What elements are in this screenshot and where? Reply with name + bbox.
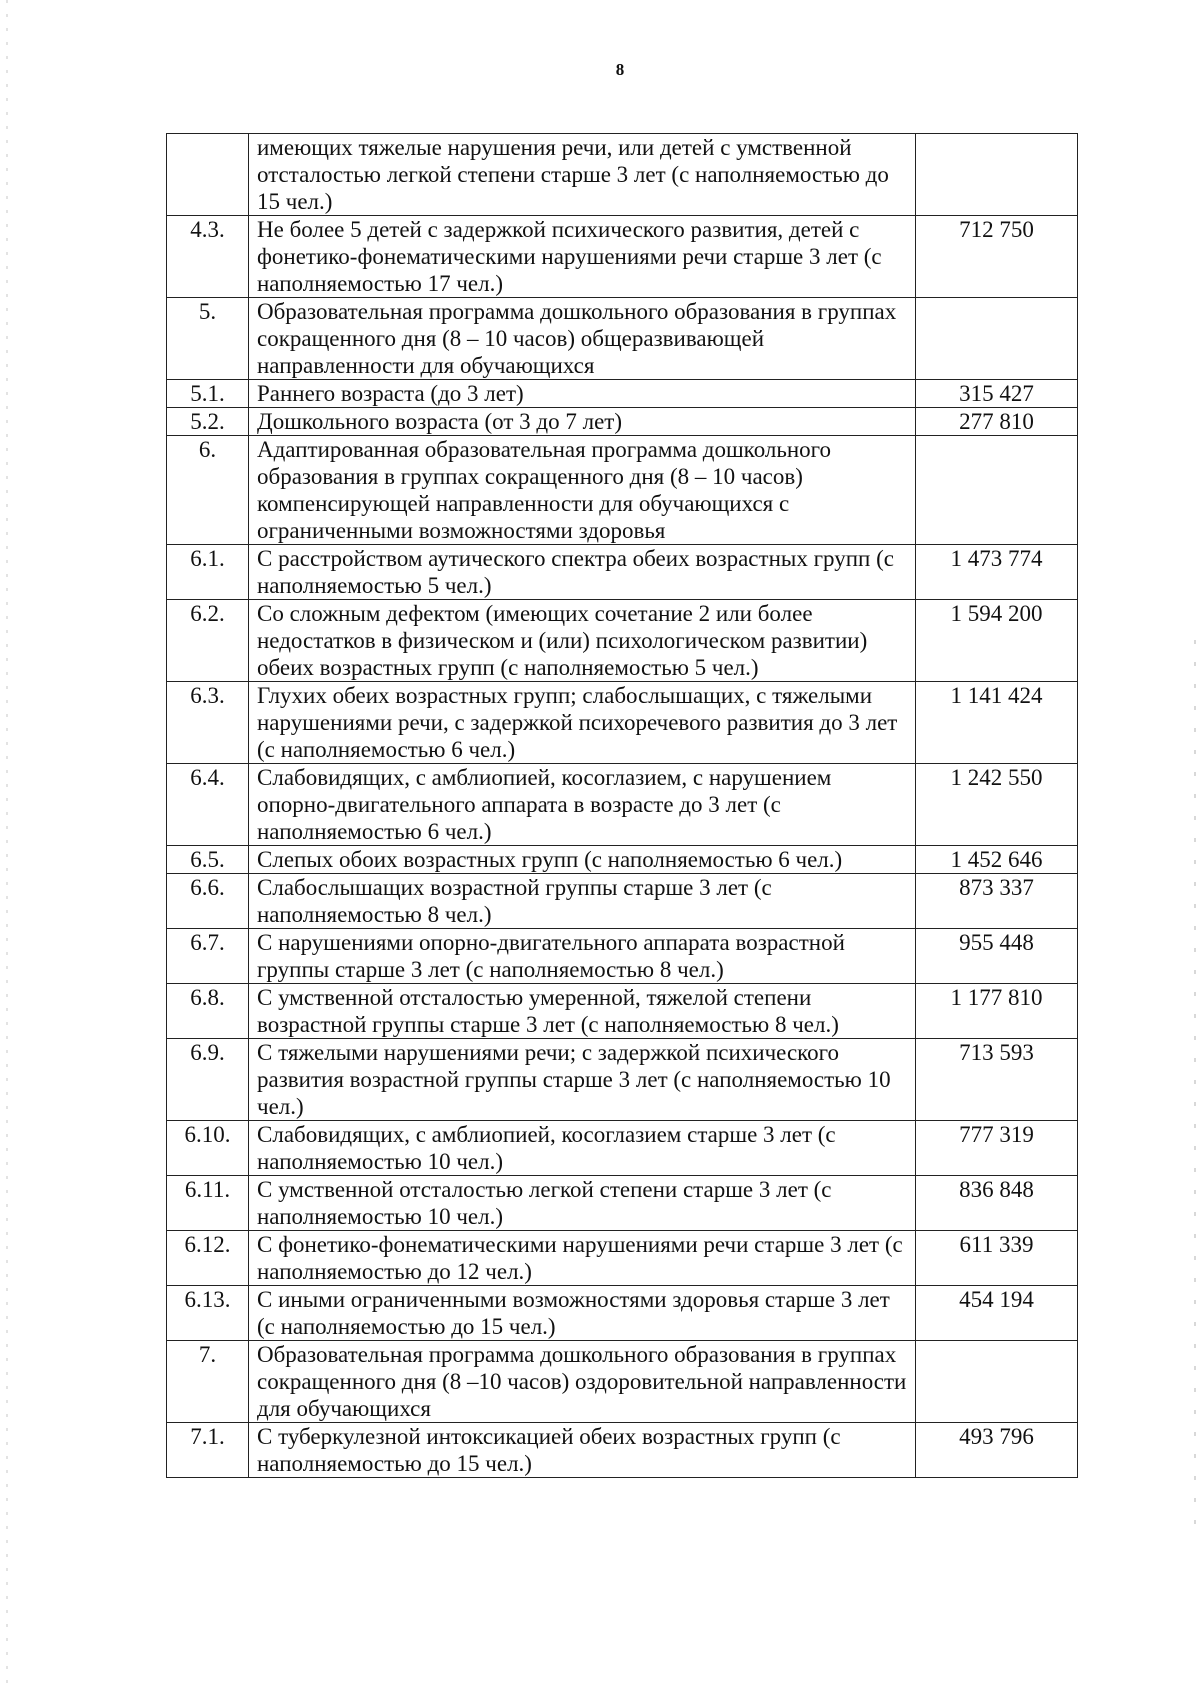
- row-value: 315 427: [916, 380, 1078, 408]
- row-description: С иными ограниченными возможностями здоровья старше 3 лет (с наполняемостью до 15 чел.): [249, 1286, 916, 1341]
- row-value: 1 473 774: [916, 545, 1078, 600]
- row-value: 777 319: [916, 1121, 1078, 1176]
- table-row: [167, 984, 1078, 1039]
- row-description: Слабовидящих, с амблиопией, косоглазием старше 3 лет (с наполняемостью 10 чел.): [249, 1121, 916, 1176]
- row-description: С расстройством аутического спектра обеих возрастных групп (с наполняемостью 5 чел.): [249, 545, 916, 600]
- table-row: [167, 600, 1078, 682]
- scan-edge-artifact-right: [1194, 640, 1196, 1540]
- row-description: С тяжелыми нарушениями речи; с задержкой психического развития возрастной группы старше 3 лет (с наполняемостью 10 чел.): [249, 1039, 916, 1121]
- table-row: [167, 1341, 1078, 1423]
- row-value: 955 448: [916, 929, 1078, 984]
- table-row: [167, 682, 1078, 764]
- row-description: Слабослышащих возрастной группы старше 3 лет (с наполняемостью 8 чел.): [249, 874, 916, 929]
- table-row: [167, 298, 1078, 380]
- row-number: 6.3.: [167, 682, 249, 764]
- row-number: [167, 134, 249, 216]
- row-number: 6.10.: [167, 1121, 249, 1176]
- table-row: [167, 1286, 1078, 1341]
- row-number: 5.: [167, 298, 249, 380]
- row-value: 1 242 550: [916, 764, 1078, 846]
- row-description: Глухих обеих возрастных групп; слабослышащих, с тяжелыми нарушениями речи, с задержкой психоречевого развития до 3 лет (с наполняемостью 6 чел.): [249, 682, 916, 764]
- row-value: 1 452 646: [916, 846, 1078, 874]
- scan-edge-artifact: [6, 0, 8, 1686]
- row-value: 836 848: [916, 1176, 1078, 1231]
- row-description: Слабовидящих, с амблиопией, косоглазием, с нарушением опорно-двигательного аппарата в возрасте до 3 лет (с наполняемостью 6 чел.): [249, 764, 916, 846]
- page-number: 8: [615, 60, 625, 79]
- row-number: 6.2.: [167, 600, 249, 682]
- row-description: имеющих тяжелые нарушения речи, или детей с умственной отсталостью легкой степени старше 3 лет (с наполняемостью до 15 чел.): [249, 134, 916, 216]
- tariff-table: [166, 133, 1078, 1478]
- row-number: 6.9.: [167, 1039, 249, 1121]
- row-value: 1 141 424: [916, 682, 1078, 764]
- row-description: С умственной отсталостью умеренной, тяжелой степени возрастной группы старше 3 лет (с наполняемостью 8 чел.): [249, 984, 916, 1039]
- row-description: С нарушениями опорно-двигательного аппарата возрастной группы старше 3 лет (с наполняемостью 8 чел.): [249, 929, 916, 984]
- row-value: 611 339: [916, 1231, 1078, 1286]
- row-number: 6.6.: [167, 874, 249, 929]
- table-row: [167, 134, 1078, 216]
- row-description: Со сложным дефектом (имеющих сочетание 2 или более недостатков в физическом и (или) психологическом развитии) обеих возрастных групп (с наполняемостью 5 чел.): [249, 600, 916, 682]
- row-number: 6.11.: [167, 1176, 249, 1231]
- row-number: 6.13.: [167, 1286, 249, 1341]
- row-number: 6.4.: [167, 764, 249, 846]
- row-number: 5.2.: [167, 408, 249, 436]
- table-row: [167, 764, 1078, 846]
- row-description: Слепых обоих возрастных групп (с наполняемостью 6 чел.): [249, 846, 916, 874]
- row-value: 1 177 810: [916, 984, 1078, 1039]
- table-body: [167, 134, 1078, 1478]
- row-value: 277 810: [916, 408, 1078, 436]
- table-row: [167, 1121, 1078, 1176]
- row-description: С фонетико-фонематическими нарушениями речи старше 3 лет (с наполняемостью до 12 чел.): [249, 1231, 916, 1286]
- row-value: [916, 134, 1078, 216]
- table-row: [167, 1039, 1078, 1121]
- row-number: 6.1.: [167, 545, 249, 600]
- row-number: 6.5.: [167, 846, 249, 874]
- row-value: 873 337: [916, 874, 1078, 929]
- table-row: [167, 1176, 1078, 1231]
- row-value: 1 594 200: [916, 600, 1078, 682]
- row-number: 7.: [167, 1341, 249, 1423]
- row-value: [916, 298, 1078, 380]
- table-row: [167, 408, 1078, 436]
- table-row: [167, 380, 1078, 408]
- row-description: Образовательная программа дошкольного образования в группах сокращенного дня (8 – 10 часов) общеразвивающей направленности для обучающихся: [249, 298, 916, 380]
- row-description: Адаптированная образовательная программа дошкольного образования в группах сокращенного дня (8 – 10 часов) компенсирующей направленности для обучающихся с ограниченными возможностями здоровья: [249, 436, 916, 545]
- row-description: Дошкольного возраста (от 3 до 7 лет): [249, 408, 916, 436]
- table-row: [167, 216, 1078, 298]
- row-description: С туберкулезной интоксикацией обеих возрастных групп (с наполняемостью до 15 чел.): [249, 1423, 916, 1478]
- table-row: [167, 929, 1078, 984]
- table-row: [167, 1423, 1078, 1478]
- row-description: Образовательная программа дошкольного образования в группах сокращенного дня (8 –10 часов) оздоровительной направленности для обучающихся: [249, 1341, 916, 1423]
- row-number: 4.3.: [167, 216, 249, 298]
- row-description: С умственной отсталостью легкой степени старше 3 лет (с наполняемостью 10 чел.): [249, 1176, 916, 1231]
- table-row: [167, 874, 1078, 929]
- row-value: 713 593: [916, 1039, 1078, 1121]
- table-row: [167, 545, 1078, 600]
- table-row: [167, 1231, 1078, 1286]
- row-number: 6.8.: [167, 984, 249, 1039]
- row-value: [916, 1341, 1078, 1423]
- row-value: 493 796: [916, 1423, 1078, 1478]
- row-value: 454 194: [916, 1286, 1078, 1341]
- row-number: 6.: [167, 436, 249, 545]
- row-number: 6.12.: [167, 1231, 249, 1286]
- table-row: [167, 436, 1078, 545]
- table-row: [167, 846, 1078, 874]
- row-number: 6.7.: [167, 929, 249, 984]
- row-number: 5.1.: [167, 380, 249, 408]
- row-description: Не более 5 детей с задержкой психического развития, детей с фонетико-фонематическими нарушениями речи старше 3 лет (с наполняемостью 17 чел.): [249, 216, 916, 298]
- row-number: 7.1.: [167, 1423, 249, 1478]
- row-description: Раннего возраста (до 3 лет): [249, 380, 916, 408]
- row-value: 712 750: [916, 216, 1078, 298]
- row-value: [916, 436, 1078, 545]
